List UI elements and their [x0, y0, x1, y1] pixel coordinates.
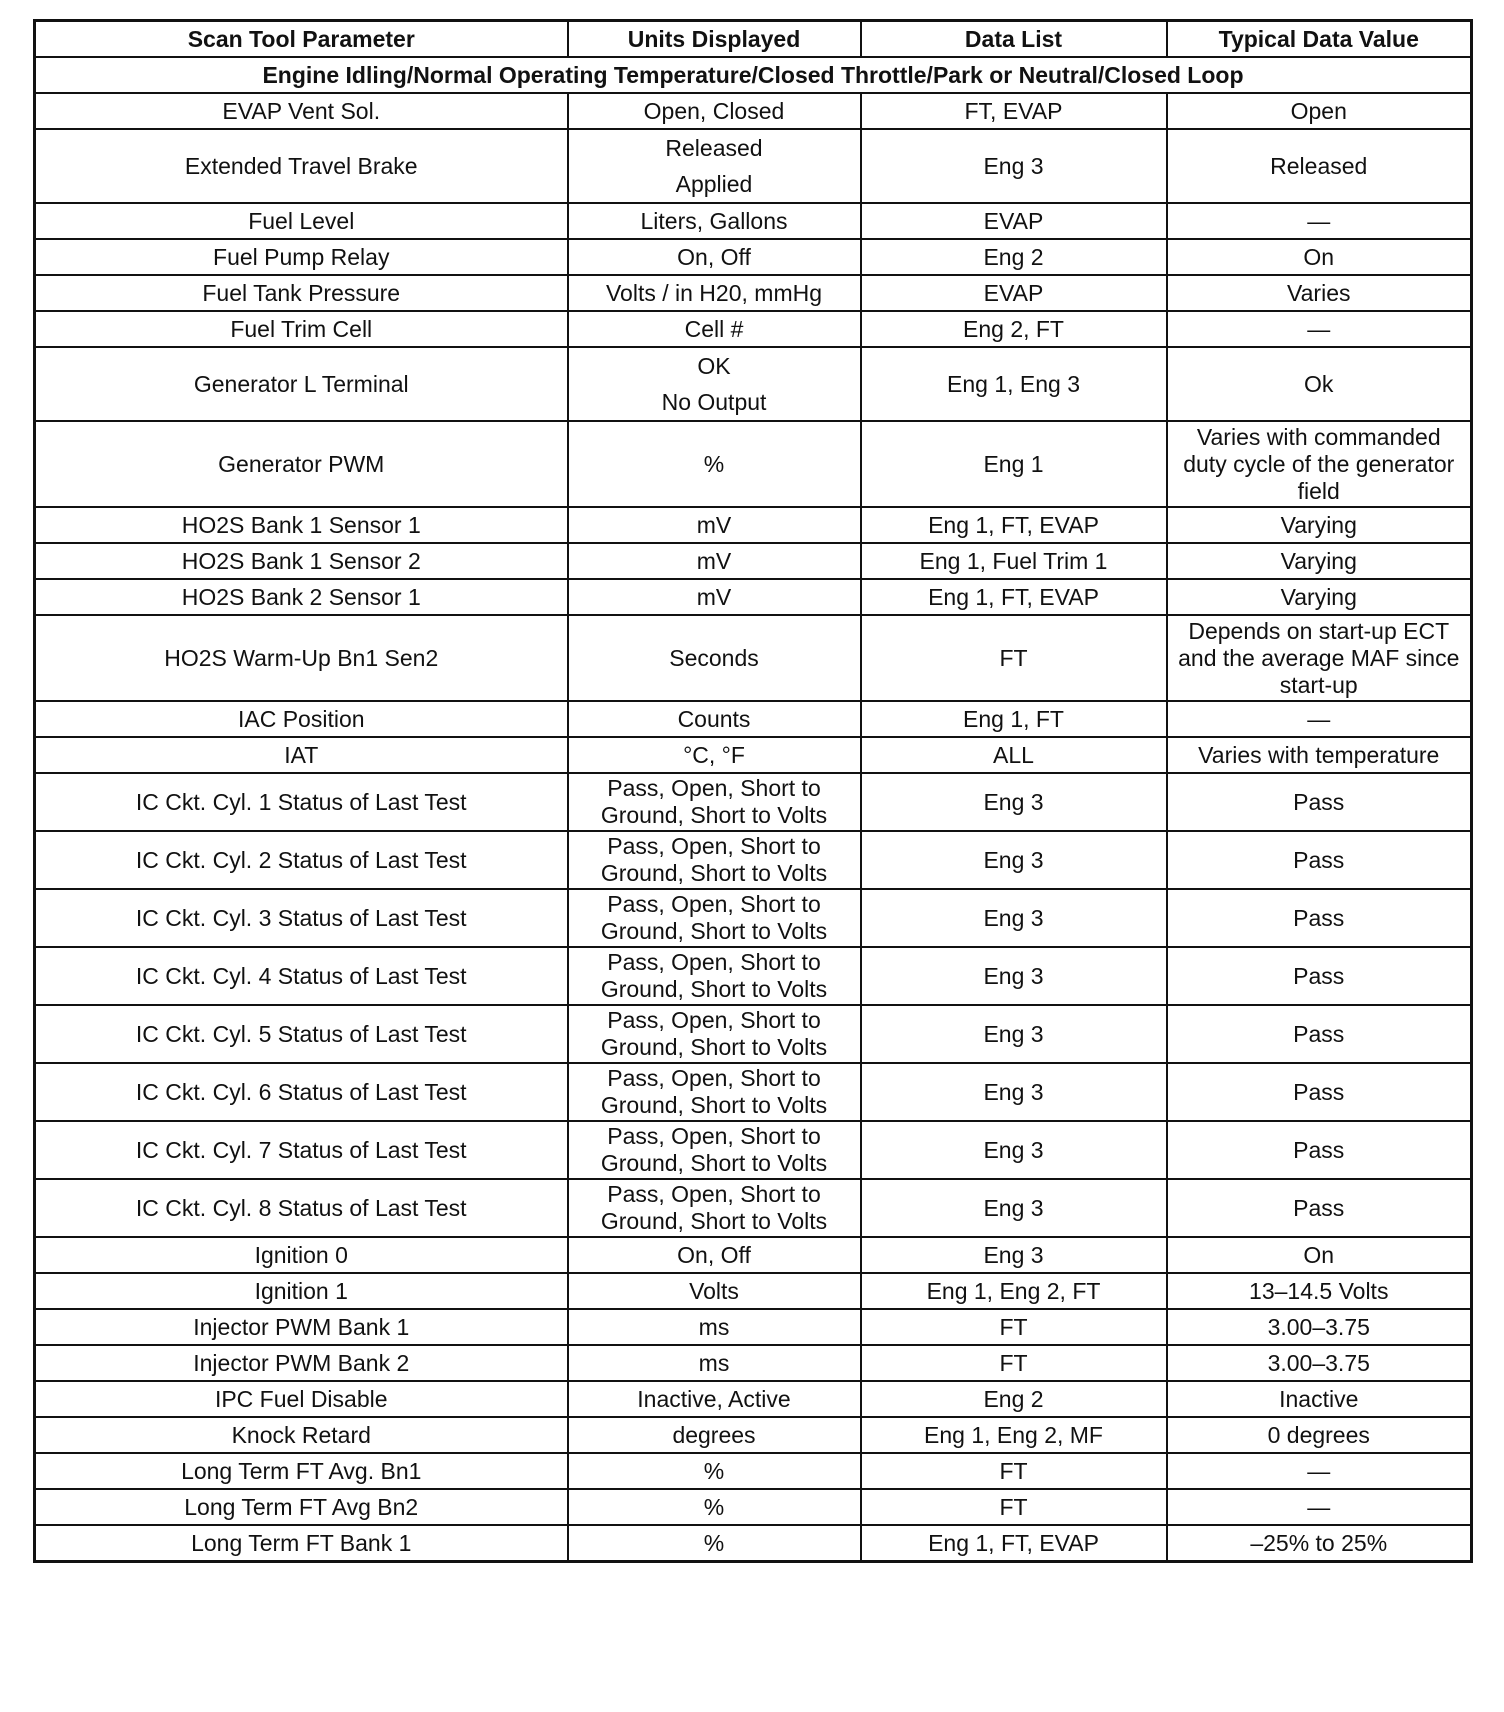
cell-data-list: Eng 1, Fuel Trim 1	[861, 543, 1167, 579]
cell-scan-tool-parameter: Long Term FT Avg. Bn1	[35, 1453, 568, 1489]
cell-units-displayed: Pass, Open, Short to Ground, Short to Volts	[568, 773, 861, 831]
cell-typical-data-value: —	[1167, 311, 1472, 347]
cell-typical-data-value: Pass	[1167, 831, 1472, 889]
cell-typical-data-value: Ok	[1167, 347, 1472, 421]
cell-data-list: EVAP	[861, 275, 1167, 311]
cell-units-displayed: Pass, Open, Short to Ground, Short to Volts	[568, 1179, 861, 1237]
cell-data-list: FT, EVAP	[861, 93, 1167, 129]
table-row	[35, 889, 1472, 947]
cell-units-displayed: Pass, Open, Short to Ground, Short to Volts	[568, 889, 861, 947]
cell-data-list: Eng 2, FT	[861, 311, 1167, 347]
cell-data-list: ALL	[861, 737, 1167, 773]
cell-data-list: Eng 3	[861, 1121, 1167, 1179]
cell-data-list: Eng 2	[861, 239, 1167, 275]
cell-data-list: Eng 1, FT, EVAP	[861, 579, 1167, 615]
header-scan-tool-parameter: Scan Tool Parameter	[35, 21, 568, 58]
cell-typical-data-value: 0 degrees	[1167, 1417, 1472, 1453]
cell-scan-tool-parameter: HO2S Warm-Up Bn1 Sen2	[35, 615, 568, 701]
cell-scan-tool-parameter: IC Ckt. Cyl. 4 Status of Last Test	[35, 947, 568, 1005]
header-data-list: Data List	[861, 21, 1167, 58]
cell-data-list: Eng 3	[861, 831, 1167, 889]
cell-data-list: Eng 1, Eng 3	[861, 347, 1167, 421]
cell-typical-data-value: Pass	[1167, 773, 1472, 831]
cell-scan-tool-parameter: Fuel Pump Relay	[35, 239, 568, 275]
cell-units-displayed	[568, 129, 861, 203]
cell-data-list: Eng 2	[861, 1381, 1167, 1417]
cell-typical-data-value: 3.00–3.75	[1167, 1345, 1472, 1381]
cell-typical-data-value: —	[1167, 203, 1472, 239]
cell-scan-tool-parameter: Injector PWM Bank 1	[35, 1309, 568, 1345]
cell-units-displayed: mV	[568, 507, 861, 543]
cell-typical-data-value: 13–14.5 Volts	[1167, 1273, 1472, 1309]
table-row	[35, 239, 1472, 275]
header-typical-data-value: Typical Data Value	[1167, 21, 1472, 58]
cell-typical-data-value: Pass	[1167, 1005, 1472, 1063]
cell-scan-tool-parameter: IC Ckt. Cyl. 5 Status of Last Test	[35, 1005, 568, 1063]
cell-units-displayed: On, Off	[568, 1237, 861, 1273]
table-row	[35, 275, 1472, 311]
cell-units-displayed: Open, Closed	[568, 93, 861, 129]
cell-data-list: Eng 3	[861, 1005, 1167, 1063]
table-row	[35, 93, 1472, 129]
cell-scan-tool-parameter: IPC Fuel Disable	[35, 1381, 568, 1417]
table-row	[35, 1489, 1472, 1525]
header-units-displayed: Units Displayed	[568, 21, 861, 58]
cell-units-displayed: On, Off	[568, 239, 861, 275]
cell-typical-data-value: On	[1167, 1237, 1472, 1273]
cell-units-displayed: degrees	[568, 1417, 861, 1453]
cell-data-list: Eng 1, Eng 2, MF	[861, 1417, 1167, 1453]
cell-scan-tool-parameter: Generator L Terminal	[35, 347, 568, 421]
cell-data-list: EVAP	[861, 203, 1167, 239]
cell-typical-data-value: Inactive	[1167, 1381, 1472, 1417]
cell-data-list: FT	[861, 1489, 1167, 1525]
cell-typical-data-value: Varying	[1167, 579, 1472, 615]
cell-units-displayed: Inactive, Active	[568, 1381, 861, 1417]
cell-scan-tool-parameter: HO2S Bank 1 Sensor 2	[35, 543, 568, 579]
cell-data-list: Eng 3	[861, 129, 1167, 203]
cell-scan-tool-parameter: HO2S Bank 2 Sensor 1	[35, 579, 568, 615]
cell-units-displayed: mV	[568, 543, 861, 579]
cell-typical-data-value: Pass	[1167, 1179, 1472, 1237]
cell-data-list: FT	[861, 1345, 1167, 1381]
cell-typical-data-value: 3.00–3.75	[1167, 1309, 1472, 1345]
units-option: No Output	[661, 389, 767, 415]
cell-typical-data-value: –25% to 25%	[1167, 1525, 1472, 1562]
table-row	[35, 421, 1472, 507]
cell-typical-data-value: On	[1167, 239, 1472, 275]
cell-scan-tool-parameter: IC Ckt. Cyl. 3 Status of Last Test	[35, 889, 568, 947]
cell-typical-data-value: Varies with commanded duty cycle of the generator field	[1167, 421, 1472, 507]
cell-typical-data-value: —	[1167, 1489, 1472, 1525]
cell-scan-tool-parameter: Fuel Level	[35, 203, 568, 239]
cell-data-list: FT	[861, 615, 1167, 701]
table-row	[35, 543, 1472, 579]
table-row	[35, 1179, 1472, 1237]
cell-data-list: FT	[861, 1309, 1167, 1345]
cell-units-displayed: %	[568, 1489, 861, 1525]
cell-data-list: Eng 3	[861, 773, 1167, 831]
cell-units-displayed: Pass, Open, Short to Ground, Short to Volts	[568, 831, 861, 889]
table-row	[35, 1063, 1472, 1121]
table-row	[35, 773, 1472, 831]
table-row	[35, 347, 1472, 421]
cell-scan-tool-parameter: IC Ckt. Cyl. 1 Status of Last Test	[35, 773, 568, 831]
cell-units-displayed: Liters, Gallons	[568, 203, 861, 239]
cell-data-list: Eng 3	[861, 1237, 1167, 1273]
units-option: Released	[665, 135, 763, 161]
cell-typical-data-value: Varying	[1167, 543, 1472, 579]
cell-units-displayed: °C, °F	[568, 737, 861, 773]
cell-units-displayed: %	[568, 1525, 861, 1562]
cell-scan-tool-parameter: HO2S Bank 1 Sensor 1	[35, 507, 568, 543]
cell-scan-tool-parameter: EVAP Vent Sol.	[35, 93, 568, 129]
cell-data-list: Eng 3	[861, 947, 1167, 1005]
cell-typical-data-value: Pass	[1167, 889, 1472, 947]
cell-scan-tool-parameter: IAC Position	[35, 701, 568, 737]
cell-units-displayed: Cell #	[568, 311, 861, 347]
cell-data-list: Eng 3	[861, 889, 1167, 947]
table-row	[35, 203, 1472, 239]
cell-scan-tool-parameter: IAT	[35, 737, 568, 773]
cell-data-list: Eng 1, Eng 2, FT	[861, 1273, 1167, 1309]
table-row	[35, 615, 1472, 701]
cell-scan-tool-parameter: Ignition 1	[35, 1273, 568, 1309]
header-row	[35, 21, 1472, 58]
cell-units-displayed: %	[568, 421, 861, 507]
table-row	[35, 129, 1472, 203]
table-row	[35, 1273, 1472, 1309]
cell-units-displayed: %	[568, 1453, 861, 1489]
table-row	[35, 1237, 1472, 1273]
cell-scan-tool-parameter: Injector PWM Bank 2	[35, 1345, 568, 1381]
cell-typical-data-value: Varies	[1167, 275, 1472, 311]
cell-typical-data-value: Depends on start-up ECT and the average MAF since start-up	[1167, 615, 1472, 701]
cell-scan-tool-parameter: Fuel Tank Pressure	[35, 275, 568, 311]
cell-units-displayed: Counts	[568, 701, 861, 737]
cell-data-list: Eng 1	[861, 421, 1167, 507]
cell-scan-tool-parameter: Ignition 0	[35, 1237, 568, 1273]
cell-scan-tool-parameter: Knock Retard	[35, 1417, 568, 1453]
table-row	[35, 1309, 1472, 1345]
table-row	[35, 831, 1472, 889]
table-row	[35, 579, 1472, 615]
scan-tool-data-sheet	[33, 19, 1470, 1563]
cell-typical-data-value: Released	[1167, 129, 1472, 203]
table-row	[35, 1121, 1472, 1179]
cell-typical-data-value: Open	[1167, 93, 1472, 129]
cell-data-list: Eng 1, FT	[861, 701, 1167, 737]
table-row	[35, 737, 1472, 773]
cell-typical-data-value: —	[1167, 1453, 1472, 1489]
table-row	[35, 1005, 1472, 1063]
cell-scan-tool-parameter: IC Ckt. Cyl. 2 Status of Last Test	[35, 831, 568, 889]
cell-units-displayed: Pass, Open, Short to Ground, Short to Volts	[568, 1121, 861, 1179]
cell-scan-tool-parameter: Fuel Trim Cell	[35, 311, 568, 347]
table-row	[35, 1417, 1472, 1453]
table-row	[35, 1345, 1472, 1381]
cell-typical-data-value: Pass	[1167, 947, 1472, 1005]
cell-typical-data-value: —	[1167, 701, 1472, 737]
cell-data-list: Eng 3	[861, 1179, 1167, 1237]
cell-scan-tool-parameter: IC Ckt. Cyl. 7 Status of Last Test	[35, 1121, 568, 1179]
cell-scan-tool-parameter: Long Term FT Bank 1	[35, 1525, 568, 1562]
cell-units-displayed: Pass, Open, Short to Ground, Short to Volts	[568, 947, 861, 1005]
table-row	[35, 947, 1472, 1005]
cell-typical-data-value: Pass	[1167, 1121, 1472, 1179]
cell-units-displayed	[568, 347, 861, 421]
cell-units-displayed: Pass, Open, Short to Ground, Short to Volts	[568, 1005, 861, 1063]
cell-scan-tool-parameter: Long Term FT Avg Bn2	[35, 1489, 568, 1525]
cell-scan-tool-parameter: Extended Travel Brake	[35, 129, 568, 203]
cell-typical-data-value: Pass	[1167, 1063, 1472, 1121]
cell-units-displayed: ms	[568, 1309, 861, 1345]
section-title: Engine Idling/Normal Operating Temperature/Closed Throttle/Park or Neutral/Closed Loop	[35, 57, 1472, 93]
cell-scan-tool-parameter: IC Ckt. Cyl. 6 Status of Last Test	[35, 1063, 568, 1121]
cell-units-displayed: Pass, Open, Short to Ground, Short to Volts	[568, 1063, 861, 1121]
table-row	[35, 311, 1472, 347]
scan-tool-data-table	[33, 19, 1473, 1563]
cell-typical-data-value: Varies with temperature	[1167, 737, 1472, 773]
cell-units-displayed: ms	[568, 1345, 861, 1381]
cell-scan-tool-parameter: IC Ckt. Cyl. 8 Status of Last Test	[35, 1179, 568, 1237]
cell-scan-tool-parameter: Generator PWM	[35, 421, 568, 507]
table-row	[35, 1381, 1472, 1417]
cell-typical-data-value: Varying	[1167, 507, 1472, 543]
cell-data-list: Eng 1, FT, EVAP	[861, 507, 1167, 543]
section-row	[35, 57, 1472, 93]
cell-units-displayed: Seconds	[568, 615, 861, 701]
units-option: OK	[697, 353, 731, 379]
table-row	[35, 701, 1472, 737]
table-row	[35, 1525, 1472, 1562]
table-row	[35, 507, 1472, 543]
cell-units-displayed: Volts	[568, 1273, 861, 1309]
cell-units-displayed: mV	[568, 579, 861, 615]
table-row	[35, 1453, 1472, 1489]
cell-data-list: Eng 1, FT, EVAP	[861, 1525, 1167, 1562]
cell-units-displayed: Volts / in H20, mmHg	[568, 275, 861, 311]
cell-data-list: FT	[861, 1453, 1167, 1489]
cell-data-list: Eng 3	[861, 1063, 1167, 1121]
units-option: Applied	[675, 171, 753, 197]
